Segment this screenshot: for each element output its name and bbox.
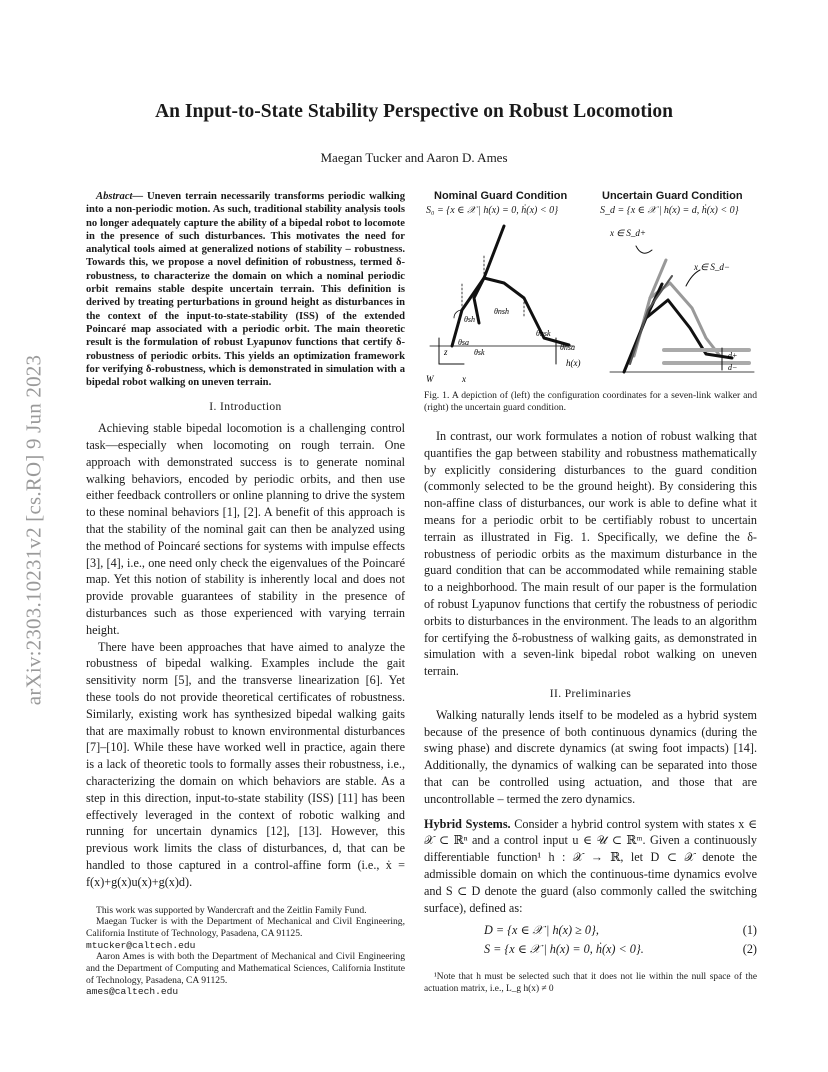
tucker-affiliation: Maegan Tucker is with the Department of Mechanical and Civil Engineering, California Institute of Technology, Pasadena, CA 91125. bbox=[86, 916, 405, 939]
intro-paragraph-1: Achieving stable bipedal locomotion is a challenging control task—especially when locomoting on rough terrain. One approach with demonstrated success is to generate nominal walking behaviors, encoded by periodic orbits, and then use either feedback controllers or online planning to drive the system to these nominal behaviors [1], [2]. A benefit of this approach is that the stability of the nominal gait can then be analyzed using the method of Poincaré sections for systems with impulse effects [3], [4], i.e., one need only check the eigenvalues of the Poincaré map. Yet this notion of stability is inherently local and does not provide provable guarantees of stability in the presence of disturbances such as those experienced with varying terrain height. bbox=[86, 421, 405, 637]
abstract-label: Abstract— bbox=[96, 191, 144, 202]
author-footnotes bbox=[86, 905, 405, 999]
equation-1-number: (1) bbox=[742, 923, 757, 938]
nominal-guard-title: Nominal Guard Condition bbox=[434, 190, 568, 202]
hybrid-systems-paragraph bbox=[424, 816, 757, 917]
ames-affiliation: Aaron Ames is with both the Department of Mechanical and Civil Engineering and the Department of Computing and Mathematical Sciences, California Institute of Technology, Pasadena, CA 91125. bbox=[86, 951, 405, 986]
uncertain-guard-equation: S_d = {x ∈ 𝒳 | h(x) = d, ḣ(x) < 0} bbox=[600, 205, 739, 216]
equation-2 bbox=[424, 941, 757, 958]
theta-sh-label: θsh bbox=[464, 315, 476, 324]
footnote-1: ¹Note that h must be selected such that it does not lie within the null space of the actuation matrix, i.e., L_g h(x) ≠ 0 bbox=[424, 971, 757, 994]
uncertain-guard-title: Uncertain Guard Condition bbox=[602, 190, 743, 202]
world-frame-label: W bbox=[426, 374, 434, 384]
equation-2-number: (2) bbox=[742, 942, 757, 957]
nominal-guard-equation: S₀ = {x ∈ 𝒳 | h(x) = 0, ḣ(x) < 0} bbox=[426, 205, 559, 216]
theta-nsh-label: θnsh bbox=[494, 307, 510, 316]
figure-1-drawing bbox=[424, 188, 757, 388]
figure-1 bbox=[424, 188, 757, 388]
x-axis-label: x bbox=[462, 374, 466, 384]
x-in-sd-plus-label: x ∈ S_d+ bbox=[610, 228, 646, 238]
left-column bbox=[86, 190, 405, 998]
right-paragraph-1: In contrast, our work formulates a notion of robust walking that quantifies the gap between stability and robustness mathematically by explicitly considering disturbances to the guard condition (commonly selected to be the ground height). By considering this non-affine class of disturbances, our work is able to define what it means for a periodic orbit to be certifiably robust to uncertain terrain as illustrated in Fig. 1. Specifically, we define the δ-robustness of periodic orbits as the maximum disturbance in the guard condition that can be accommodated while remaining stable to a neighborhood. The main result of our paper is the formulation of robust Lyapunov functions that certify the robustness of periodic orbits to disturbances in the environment. The leads to an algorithm for certifying the δ-robustness of walking gaits, as demonstrated in simulation with a seven-link bipedal robot walking on uneven terrain. bbox=[424, 429, 757, 679]
section-heading-introduction: I. Introduction bbox=[209, 401, 282, 414]
x-in-sd-minus-label: x ∈ S_d− bbox=[694, 262, 730, 272]
z-axis-label: z bbox=[444, 347, 448, 357]
right-column bbox=[424, 188, 757, 995]
right-paragraph-2: Walking naturally lends itself to be modeled as a hybrid system because of the presence of both continuous dynamics (during the swing phase) and discrete dynamics (at swing foot impacts) [14]. Additionally, the dynamics of walking can be separated into those that can be controlled using actuation, and those that are uncontrollable – termed the zero dynamics. bbox=[424, 707, 757, 806]
abstract-text: Uneven terrain necessarily transforms periodic walking into a non-periodic motion. As such, traditional stability analysis tools no longer adequately capture the ability of a bipedal robot to locomote in the presence of such disturbances. This motivates the need for analytical tools aimed at generalized notions of stability – robustness. Towards this, we propose a novel definition of robustness, termed δ-robustness, to characterize the domain on which a nominal periodic orbit remains stable despite uncertain terrain. This definition is derived by treating perturbations in ground height as disturbances in the context of the input-to-state-stability (ISS) of the extended Poincaré map associated with a periodic orbit. The main theoretic result is the formulation of robust Lyapunov functions that certify δ-robustness of periodic orbits. This yields an optimization framework for verifying δ-robustness, which is demonstrated in simulation with a bipedal robot walking on uneven terrain. bbox=[86, 191, 405, 389]
equation-1 bbox=[424, 922, 757, 939]
equation-1-body: D = {x ∈ 𝒳 | h(x) ≥ 0}, bbox=[484, 923, 599, 938]
section-heading-preliminaries: II. Preliminaries bbox=[549, 687, 632, 700]
hybrid-systems-label: Hybrid Systems. bbox=[424, 816, 511, 831]
d-minus-label: d− bbox=[728, 363, 738, 372]
theta-nsk-label: θnsk bbox=[536, 329, 551, 338]
h-x-label: h(x) bbox=[566, 358, 581, 368]
hybrid-systems-text: Consider a hybrid control system with states x ∈ 𝒳 ⊂ ℝⁿ and a control input u ∈ 𝒰 ⊂ ℝᵐ. Given a continuously differentiable function¹ h : 𝒳 → ℝ, let D ⊂ 𝒳 denote the admissible domain on which the continuous-time dynamics evolve and S ⊂ D denote the guard (also commonly called the switching surface), defined as: bbox=[424, 816, 758, 915]
paper-title: An Input-to-State Stability Perspective on Robust Locomotion bbox=[155, 101, 673, 122]
theta-sk-label: θsk bbox=[474, 348, 485, 357]
nominal-walker-drawing bbox=[430, 226, 574, 364]
ames-email[interactable]: ames@caltech.edu bbox=[86, 986, 179, 998]
funding-note: This work was supported by Wandercraft and the Zeitlin Family Fund. bbox=[96, 904, 367, 916]
figure-1-caption: Fig. 1. A depiction of (left) the configuration coordinates for a seven-link walker and (right) the uncertain guard condition. bbox=[424, 390, 757, 413]
equation-2-body: S = {x ∈ 𝒳 | h(x) = 0, ḣ(x) < 0}. bbox=[484, 942, 644, 957]
theta-sa-label: θsa bbox=[458, 338, 470, 347]
abstract bbox=[86, 190, 405, 389]
paper-authors: Maegan Tucker and Aaron D. Ames bbox=[320, 150, 508, 165]
theta-nsa-label: θnsa bbox=[560, 343, 576, 352]
arxiv-identifier: arXiv:2303.10231v2 [cs.RO] 9 Jun 2023 bbox=[21, 354, 46, 706]
intro-paragraph-2: There have been approaches that have aimed to analyze the robustness of bipedal walking. Examples include the gait sensitivity norm [5], and the transverse linearization [6]. Yet these tools do not provide theoretical certificates of robustness. Similarly, existing work has synthesized bipedal walking gaits that are maximally robust to known environmental disturbances [7]–[10]. While these have worked well in practice, again there is a lack of theoretic tools to formally asses their robustness, i.e., characterizing the domain on which behaviors are stable. As a step in this direction, input-to-state stability (ISS) [11] has been effectively leveraged in the context of robotic walking and running for uncertain dynamics [12], [13]. However, this previous work limits the class of disturbances, d, that can be handled to those captured in a control-affine form (i.e., ẋ = f(x)+g(x)u(x)+g(x)d). bbox=[86, 639, 405, 889]
d-plus-label: d+ bbox=[728, 351, 738, 360]
tucker-email[interactable]: mtucker@caltech.edu bbox=[86, 939, 196, 951]
